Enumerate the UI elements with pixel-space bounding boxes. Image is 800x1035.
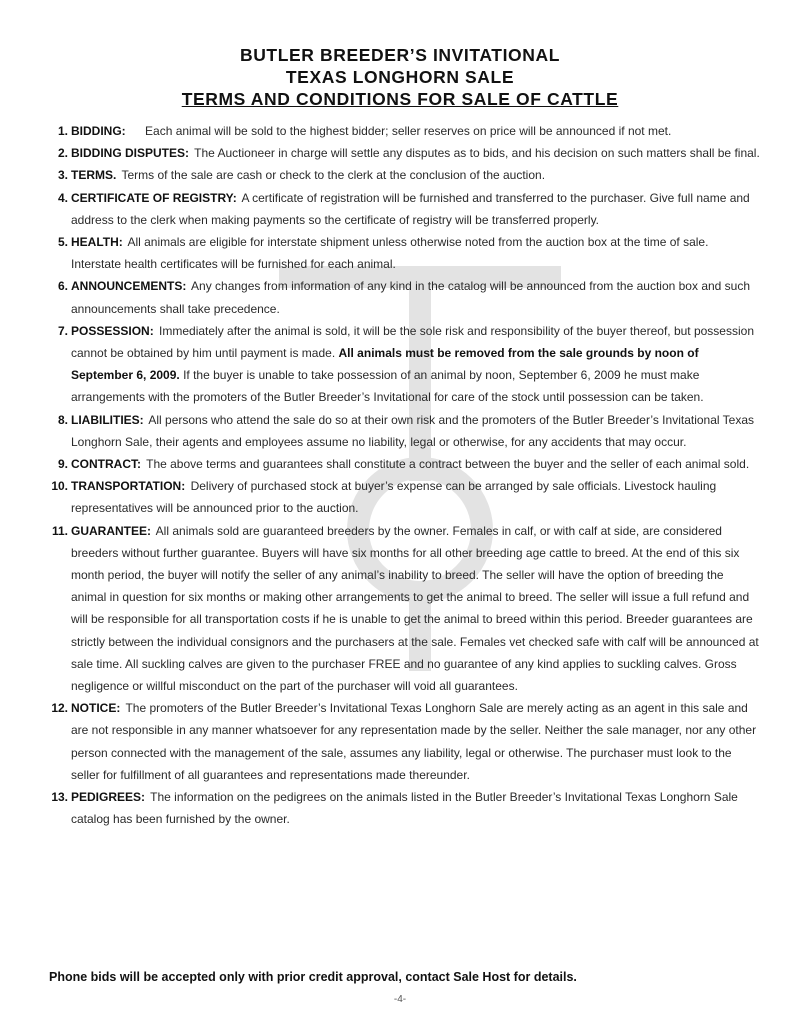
term-title: TERMS.	[71, 168, 117, 183]
term-text: All animals sold are guaranteed breeders by the owner. Females in calf, or with calf at side, are considered breeders without further guarantee. Buyers will have six months for all other breeding age cattle to breed. At the end of this six month period, the buyer will notify the seller of any animal’s inability to breed. The seller will have the option of breeding the animal in question for six months or making other arrangements to get the animal to breed. The seller will issue a full refund and will be responsible for all transportation costs if he is unable to get the animal to breed within this period. Breeder guarantees are strictly between the individual consignors and the purchasers at the sale. Females vet checked safe with calf will be announced at sale time. All suckling calves are given to the purchaser FREE and no guarantee of any kind applies to suckling calves. Gross negligence or willful misconduct on the part of the purchaser will void all guarantees.	[71, 523, 759, 694]
term-title: CERTIFICATE OF REGISTRY:	[71, 190, 237, 205]
term-number: 9.	[57, 457, 68, 472]
term-text: Any changes from information of any kind in the catalog will be announced from the auction box and such announcements shall take precedence.	[71, 279, 751, 316]
term-item-announcements	[48, 275, 760, 319]
term-number: 2.	[57, 146, 68, 161]
term-title: POSSESSION:	[71, 323, 154, 338]
page-number: -4-	[393, 994, 407, 1005]
term-number: 8.	[57, 412, 68, 427]
term-number: 5.	[57, 235, 68, 250]
term-item-certificate-of-registry	[48, 187, 760, 231]
term-number: 12.	[51, 701, 68, 716]
term-item-contract	[48, 453, 760, 475]
term-item-health	[48, 231, 760, 275]
term-text-part: Immediately after the animal is sold, it will be the sole risk and responsibility of the buyer thereof, but possession cannot be obtained by him until payment is made.	[71, 323, 754, 361]
term-text	[71, 324, 754, 405]
term-text: The promoters of the Butler Breeder’s Invitational Texas Longhorn Sale are merely acting as an agent in this sale and are not responsible in any manner whatsoever for any representation made by the seller. Neither the sale manager, nor any other person connected with the management of the sale, assumes any liability, legal or otherwise. The purchaser must look to the seller for fulfillment of all guarantees and representations made thereunder.	[71, 701, 757, 782]
term-text: A certificate of registration will be furnished and transferred to the purchaser. Give full name and address to the clerk when making payments so the certificate of registry will be transferred properly.	[71, 190, 750, 227]
term-text: The information on the pedigrees on the animals listed in the Butler Breeder’s Invitational Texas Longhorn Sale catalog has been furnished by the owner.	[71, 790, 738, 827]
term-title: PEDIGREES:	[71, 790, 146, 805]
term-title: HEALTH:	[71, 235, 123, 250]
term-number: 4.	[57, 190, 68, 205]
term-title: NOTICE:	[71, 701, 121, 716]
term-item-liabilities	[48, 409, 760, 453]
term-text-emphasis: All animals must be removed from the sale grounds by noon of September 6, 2009.	[71, 346, 699, 383]
term-text-part: If the buyer is unable to take possession of an animal by noon, September 6, 2009 he must make arrangements with the promoters of the Butler Breeder’s Invitational for care of the stock until possession can be taken.	[71, 368, 704, 405]
term-text: The above terms and guarantees shall constitute a contract between the buyer and the seller of each animal sold.	[146, 457, 750, 472]
header-title-line-1: BUTLER BREEDER’S INVITATIONAL	[239, 45, 561, 65]
term-number: 13.	[51, 790, 68, 805]
term-number: 10.	[51, 479, 68, 494]
term-item-transportation	[48, 475, 760, 519]
terms-list	[48, 120, 760, 831]
term-title: BIDDING:	[71, 124, 126, 138]
term-number: 3.	[57, 168, 68, 183]
term-item-possession	[48, 320, 760, 409]
term-item-bidding	[48, 120, 760, 142]
term-title: BIDDING DISPUTES:	[71, 146, 190, 161]
term-title: TRANSPORTATION:	[71, 479, 186, 494]
term-item-guarantee	[48, 520, 760, 698]
term-title: GUARANTEE:	[71, 523, 151, 538]
term-text: Terms of the sale are cash or check to the clerk at the conclusion of the auction.	[121, 168, 546, 183]
term-item-notice	[48, 697, 760, 786]
term-item-pedigrees	[48, 786, 760, 830]
term-text: All persons who attend the sale do so at their own risk and the promoters of the Butler Breeder’s Invitational Texas Longhorn Sale, their agents and employees assume no liability, legal or otherwise, for any accidents that may occur.	[71, 412, 755, 449]
term-number: 1.	[57, 124, 68, 138]
term-item-bidding-disputes	[48, 142, 760, 164]
term-text: The Auctioneer in charge will settle any disputes as to bids, and his decision on such matters shall be final.	[194, 146, 760, 161]
term-title: ANNOUNCEMENTS:	[71, 279, 187, 294]
term-title: CONTRACT:	[71, 457, 141, 472]
header-title-line-3: TERMS AND CONDITIONS FOR SALE OF CATTLE	[181, 89, 619, 109]
term-text: Delivery of purchased stock at buyer’s expense can be arranged by sale officials. Livestock hauling representatives will be announced prior to the auction.	[71, 479, 717, 516]
term-item-terms	[48, 164, 760, 186]
term-number: 6.	[57, 279, 68, 294]
term-number: 7.	[57, 323, 68, 338]
document-header	[0, 44, 800, 110]
term-number: 11.	[51, 523, 68, 538]
term-title: LIABILITIES:	[71, 412, 144, 427]
header-title-line-2: TEXAS LONGHORN SALE	[285, 67, 515, 87]
term-text: Each animal will be sold to the highest bidder; seller reserves on price will be announced if not met.	[145, 124, 672, 138]
phone-bids-note: Phone bids will be accepted only with prior credit approval, contact Sale Host for details.	[49, 970, 577, 984]
term-text: All animals are eligible for interstate shipment unless otherwise noted from the auction box at the time of sale. Interstate health certificates will be furnished for each animal.	[71, 235, 709, 272]
